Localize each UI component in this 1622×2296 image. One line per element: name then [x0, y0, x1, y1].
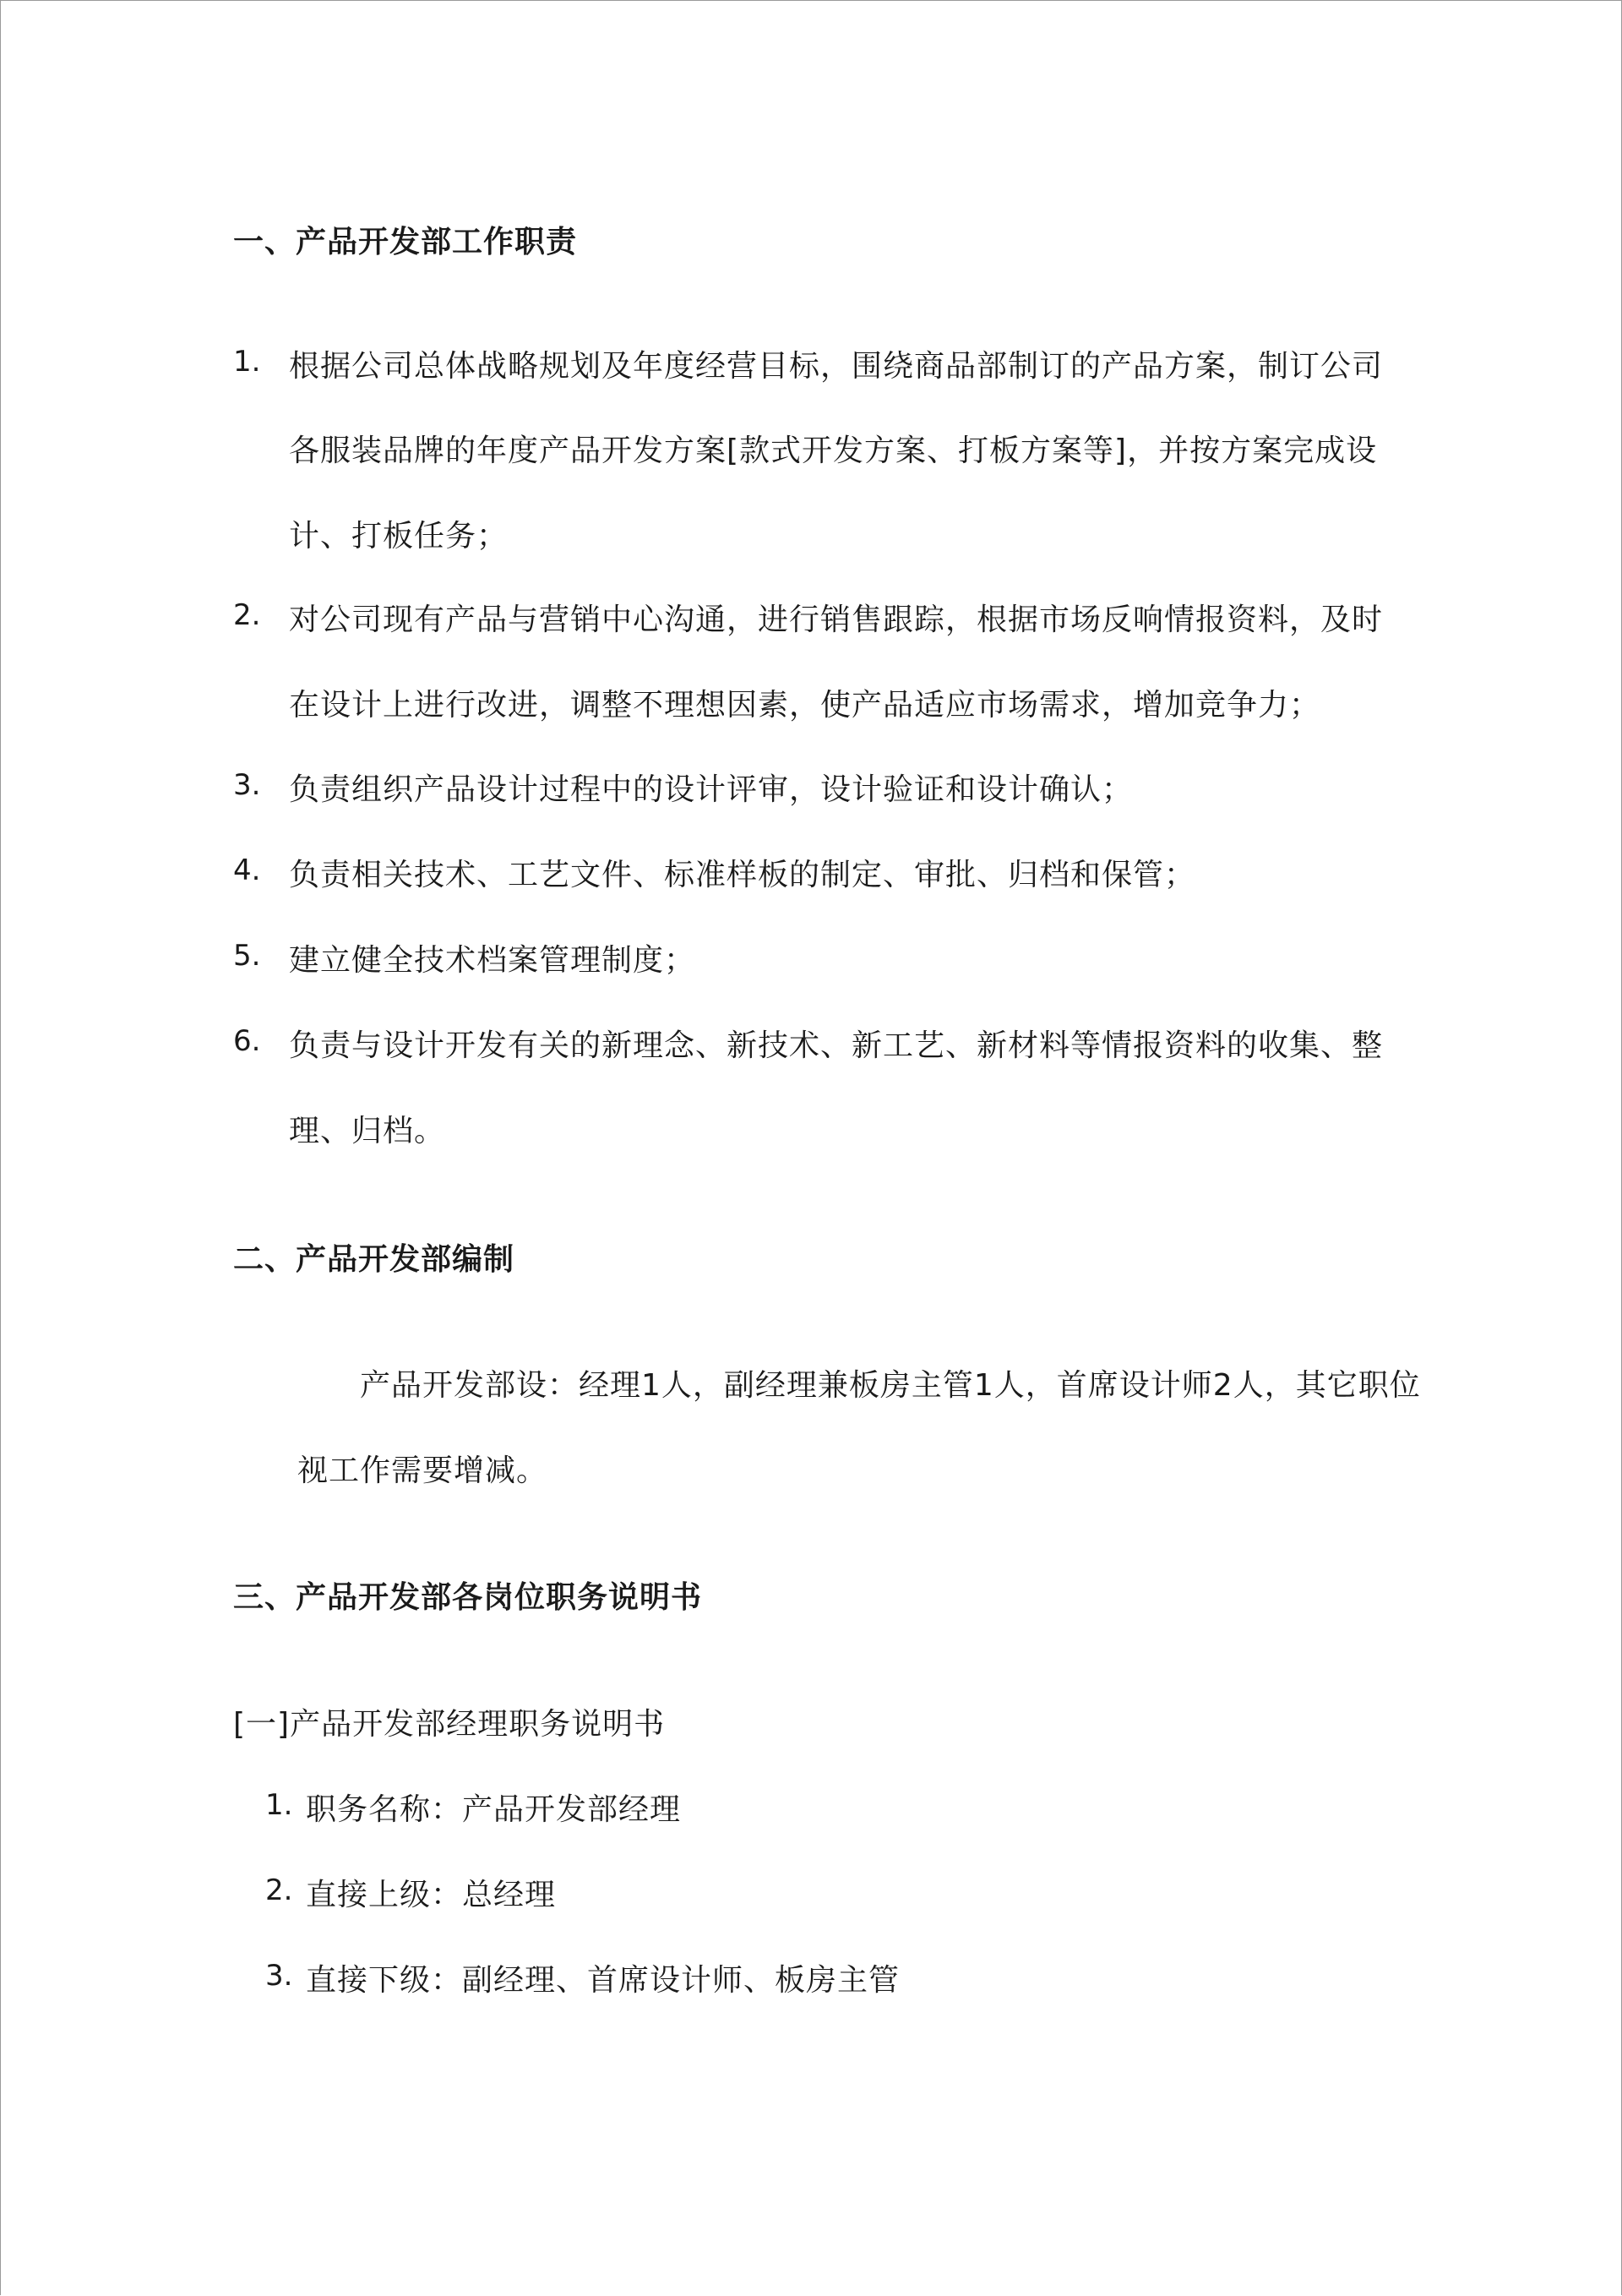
staffing-paragraph-line: 产品开发部设：经理1人，副经理兼板房主管1人，首席设计师2人，其它职位: [360, 1368, 1421, 1403]
list-item-line: 理、归档。: [289, 1114, 446, 1148]
list-item-line: 计、打板任务；: [289, 519, 509, 554]
staffing-paragraph-line: 视工作需要增减。: [297, 1453, 548, 1488]
list-item-line: 各服装品牌的年度产品开发方案[款式开发方案、打板方案等]，并按方案完成设: [289, 434, 1378, 468]
list-item-line: 负责组织产品设计过程中的设计评审，设计验证和设计确认；: [289, 772, 1134, 807]
sublist-item-text: 直接上级：总经理: [306, 1878, 557, 1912]
sublist-item-number: 3.: [265, 1959, 293, 1993]
list-item-number: 1.: [233, 345, 261, 379]
list-item-number: 3.: [233, 768, 261, 802]
list-item-line: 建立健全技术档案管理制度；: [289, 943, 696, 978]
section-heading-duties: 一、产品开发部工作职责: [233, 225, 578, 259]
subsection-heading-manager: [一]产品开发部经理职务说明书: [233, 1707, 666, 1742]
list-item-line: 根据公司总体战略规划及年度经营目标，围绕商品部制订的产品方案，制订公司: [289, 349, 1384, 384]
section-heading-job-descriptions: 三、产品开发部各岗位职务说明书: [233, 1580, 703, 1615]
sublist-item-text: 直接下级：副经理、首席设计师、板房主管: [306, 1963, 901, 1998]
sublist-item-number: 2.: [265, 1873, 293, 1907]
sublist-item-number: 1.: [265, 1788, 293, 1822]
list-item-number: 4.: [233, 854, 261, 887]
list-item-line: 在设计上进行改进，调整不理想因素，使产品适应市场需求，增加竞争力；: [289, 688, 1321, 723]
list-item-line: 负责相关技术、工艺文件、标准样板的制定、审批、归档和保管；: [289, 858, 1196, 892]
list-item-number: 5.: [233, 939, 261, 973]
list-item-number: 2.: [233, 598, 261, 632]
section-heading-staffing: 二、产品开发部编制: [233, 1242, 515, 1277]
list-item-line: 负责与设计开发有关的新理念、新技术、新工艺、新材料等情报资料的收集、整: [289, 1028, 1384, 1063]
sublist-item-text: 职务名称：产品开发部经理: [306, 1792, 682, 1827]
list-item-number: 6.: [233, 1024, 261, 1058]
list-item-line: 对公司现有产品与营销中心沟通，进行销售跟踪，根据市场反响情报资料，及时: [289, 603, 1384, 637]
